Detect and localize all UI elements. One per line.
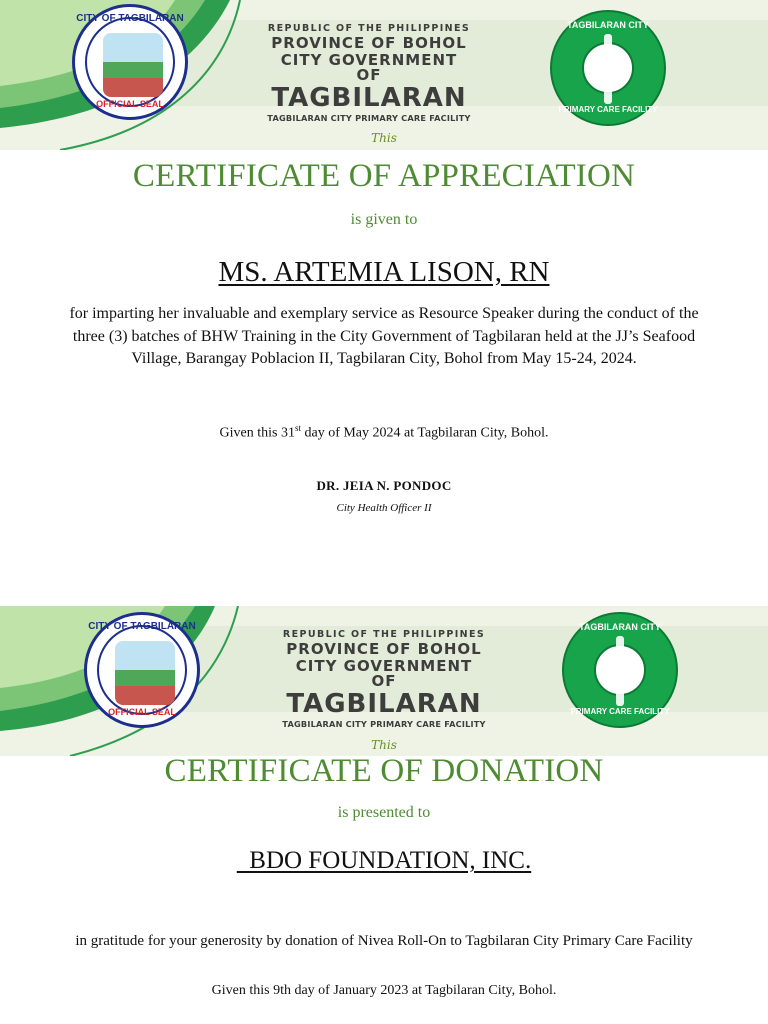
health-seal-top-text: TAGBILARAN CITY: [579, 622, 661, 632]
heading-tagbilaran: TAGBILARAN: [271, 82, 467, 113]
city-official-seal-icon: [72, 4, 188, 120]
city-seal-top-text: CITY OF TAGBILARAN: [88, 621, 196, 632]
health-seal-bottom-text: PRIMARY CARE FACILITY: [558, 105, 658, 114]
heading-facility: TAGBILARAN CITY PRIMARY CARE FACILITY: [267, 112, 471, 123]
given-phrase: is presented to: [337, 804, 431, 821]
health-seal-top-text: TAGBILARAN CITY: [567, 20, 649, 30]
date-given-start: Given this 31: [219, 425, 295, 441]
certificate-prefix: This: [371, 131, 397, 145]
city-seal-top-text: CITY OF TAGBILARAN: [76, 13, 184, 24]
heading-republic: REPUBLIC OF THE PHILIPPINES: [267, 23, 471, 34]
certificate-body: in gratitude for your generosity by donation of Nivea Roll-On to Tagbilaran City Primary Care Facility: [75, 933, 693, 949]
signer-name: DR. JEIA N. PONDOC: [316, 478, 452, 493]
primary-care-facility-seal-icon: [550, 10, 666, 126]
recipient-name: [0, 847, 768, 875]
certificate-donation: [0, 606, 768, 1024]
certificate-body: for imparting her invaluable and exemplary service as Resource Speaker during the conduct of the three (3) batches of BHW Training in the City Government of Tagbilaran held at the JJ’s Seafood Village, Barangay Poblacion II, Tagbilaran City, Bohol from May 15-24, 2024.: [69, 305, 699, 367]
primary-care-facility-seal-icon: [562, 612, 678, 728]
recipient-name: [0, 256, 768, 289]
certificate-separator: [0, 520, 768, 606]
date-ordinal-suffix: st: [294, 423, 301, 433]
certificate-prefix: This: [371, 738, 397, 752]
certificate-title: CERTIFICATE OF APPRECIATION: [132, 158, 636, 194]
government-heading: [282, 630, 486, 728]
date-given: Given this 9th day of January 2023 at Tagbilaran City, Bohol.: [211, 983, 557, 998]
heading-city-government: CITY GOVERNMENT OF: [295, 656, 473, 690]
date-given: [0, 423, 768, 442]
recipient-name-text: BDO FOUNDATION, INC.: [236, 847, 532, 874]
city-seal-bottom-text: OFFICIAL SEAL: [108, 707, 176, 717]
certificate-header: [0, 606, 768, 756]
signer-title: City Health Officer II: [336, 502, 432, 514]
date-given-end: day of May 2024 at Tagbilaran City, Bohol.: [300, 425, 549, 441]
given-phrase: is given to: [350, 211, 418, 228]
heading-province: PROVINCE OF BOHOL: [286, 639, 482, 658]
recipient-name-text: MS. ARTEMIA LISON, RN: [218, 256, 550, 288]
health-seal-bottom-text: PRIMARY CARE FACILITY: [570, 707, 670, 716]
city-seal-bottom-text: OFFICIAL SEAL: [96, 99, 164, 109]
heading-facility: TAGBILARAN CITY PRIMARY CARE FACILITY: [282, 718, 486, 729]
certificate-title: CERTIFICATE OF DONATION: [164, 753, 604, 789]
heading-republic: REPUBLIC OF THE PHILIPPINES: [282, 629, 486, 640]
heading-city-government: CITY GOVERNMENT OF: [280, 50, 458, 84]
heading-province: PROVINCE OF BOHOL: [271, 33, 467, 52]
certificate-header: [0, 0, 768, 150]
government-heading: [266, 24, 472, 122]
city-official-seal-icon: [84, 612, 200, 728]
heading-tagbilaran: TAGBILARAN: [286, 688, 482, 719]
